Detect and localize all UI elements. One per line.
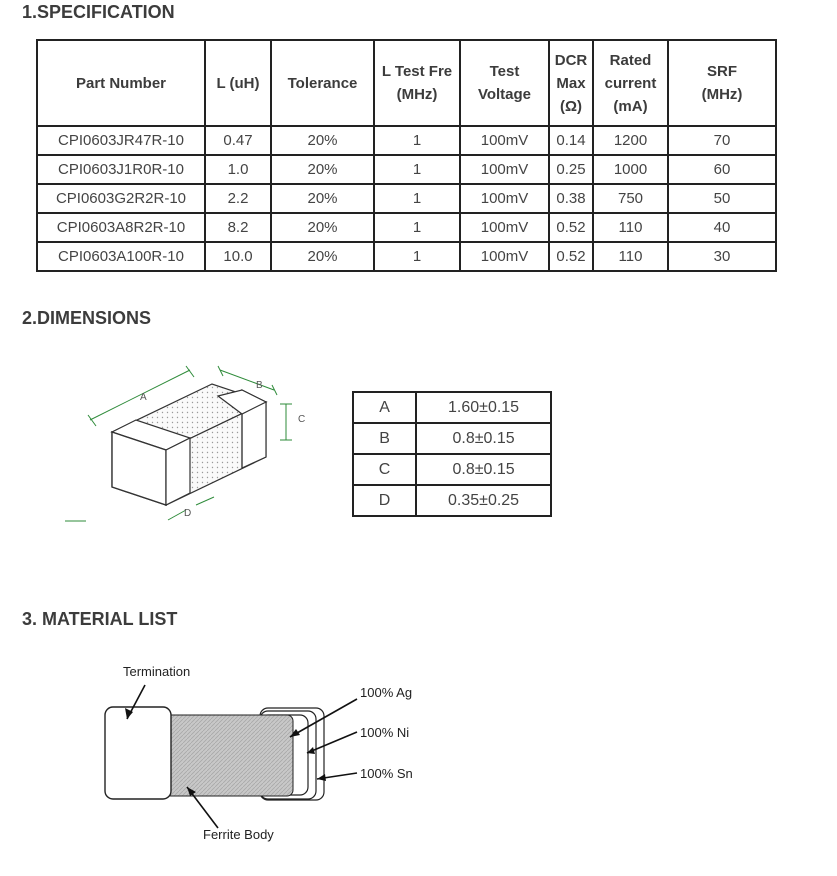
spec-heading: 1.SPECIFICATION — [22, 2, 175, 22]
table-cell: 110 — [593, 242, 668, 271]
termination-label: Termination — [123, 664, 191, 679]
table-cell: 20% — [271, 242, 374, 271]
table-cell: 10.0 — [205, 242, 271, 271]
table-cell: 0.8±0.15 — [416, 454, 551, 485]
dim-label-b: B — [256, 380, 263, 391]
dim-body — [353, 392, 551, 516]
ferrite-body-label: Ferrite Body — [203, 827, 274, 842]
table-cell: 1 — [374, 242, 460, 271]
dim-label-d: D — [184, 508, 192, 519]
table-cell: 30 — [668, 242, 776, 271]
spec-header-cell — [37, 40, 205, 126]
spec-header-cell — [668, 40, 776, 126]
layer-ni-label: 100% Ni — [360, 725, 410, 740]
spec-header-text: (mA) — [613, 97, 648, 115]
table-row — [37, 242, 776, 271]
spec-header-text: SRF — [707, 63, 737, 80]
spec-header-row — [37, 40, 776, 126]
specification-table — [36, 39, 777, 272]
table-cell: 0.47 — [205, 126, 271, 155]
table-cell: 20% — [271, 213, 374, 242]
table-cell: CPI0603JR47R-10 — [37, 126, 205, 155]
table-cell: D — [353, 485, 416, 516]
spec-header-text: (Ω) — [559, 97, 583, 115]
spec-header-text: L Test Fre — [381, 63, 453, 80]
table-cell: C — [353, 454, 416, 485]
table-cell: 8.2 — [205, 213, 271, 242]
spec-header-text: (MHz) — [701, 86, 743, 103]
table-cell: 100mV — [460, 126, 549, 155]
table-cell: 750 — [593, 184, 668, 213]
table-row — [37, 126, 776, 155]
layer-ag-label: 100% Ag — [360, 685, 413, 700]
dimensions-table — [352, 391, 552, 517]
spec-header-text: Rated — [609, 51, 652, 69]
table-cell: 1000 — [593, 155, 668, 184]
spec-header-text: L (uH) — [216, 74, 260, 92]
table-cell: 110 — [593, 213, 668, 242]
table-cell: 1 — [374, 184, 460, 213]
spec-body — [37, 126, 776, 271]
table-cell: CPI0603A100R-10 — [37, 242, 205, 271]
spec-header-cell — [460, 40, 549, 126]
table-cell: 0.8±0.15 — [416, 423, 551, 454]
spec-header-text: (MHz) — [396, 86, 438, 103]
table-cell: 100mV — [460, 213, 549, 242]
table-row — [37, 155, 776, 184]
dim-label-a: A — [140, 392, 147, 403]
table-cell: 60 — [668, 155, 776, 184]
table-cell: 1 — [374, 126, 460, 155]
table-cell: 2.2 — [205, 184, 271, 213]
table-cell: 20% — [271, 184, 374, 213]
table-cell: 1.60±0.15 — [416, 392, 551, 423]
spec-header-cell — [271, 40, 374, 126]
table-cell: 20% — [271, 126, 374, 155]
table-cell: 0.52 — [549, 242, 593, 271]
spec-header-text: Test — [489, 63, 520, 80]
table-cell: B — [353, 423, 416, 454]
spec-header-cell — [205, 40, 271, 126]
material-diagram — [95, 655, 435, 855]
table-row — [353, 392, 551, 423]
table-cell: CPI0603G2R2R-10 — [37, 184, 205, 213]
dimensions-heading: 2.DIMENSIONS — [22, 308, 152, 328]
table-cell: 100mV — [460, 242, 549, 271]
spec-header-cell — [593, 40, 668, 126]
table-cell: 1.0 — [205, 155, 271, 184]
table-cell: 1 — [374, 213, 460, 242]
spec-header-text: Tolerance — [287, 74, 358, 92]
table-cell: 50 — [668, 184, 776, 213]
spec-header-text: Voltage — [477, 86, 532, 103]
layer-sn-label: 100% Sn — [360, 766, 413, 781]
materials-heading: 3. MATERIAL LIST — [22, 609, 178, 629]
table-cell: 20% — [271, 155, 374, 184]
table-cell: 0.14 — [549, 126, 593, 155]
table-cell: 0.52 — [549, 213, 593, 242]
table-cell: CPI0603A8R2R-10 — [37, 213, 205, 242]
table-cell: 70 — [668, 126, 776, 155]
spec-header-text: DCR — [554, 51, 588, 69]
table-cell: 0.35±0.25 — [416, 485, 551, 516]
table-row — [353, 454, 551, 485]
table-row — [353, 423, 551, 454]
spec-header-cell — [549, 40, 593, 126]
spec-header-text: Part Number — [75, 74, 167, 92]
table-cell: 100mV — [460, 184, 549, 213]
dim-label-c: C — [298, 414, 306, 425]
spec-header-cell — [374, 40, 460, 126]
table-cell: 40 — [668, 213, 776, 242]
table-row — [37, 213, 776, 242]
table-cell: 100mV — [460, 155, 549, 184]
table-row — [37, 184, 776, 213]
spec-header-text: current — [604, 74, 657, 92]
table-cell: 0.38 — [549, 184, 593, 213]
table-cell: 1 — [374, 155, 460, 184]
chip-dimension-diagram — [60, 360, 330, 530]
table-cell: CPI0603J1R0R-10 — [37, 155, 205, 184]
table-row — [353, 485, 551, 516]
table-cell: 0.25 — [549, 155, 593, 184]
spec-header-text: Max — [556, 74, 586, 92]
table-cell: 1200 — [593, 126, 668, 155]
table-cell: A — [353, 392, 416, 423]
